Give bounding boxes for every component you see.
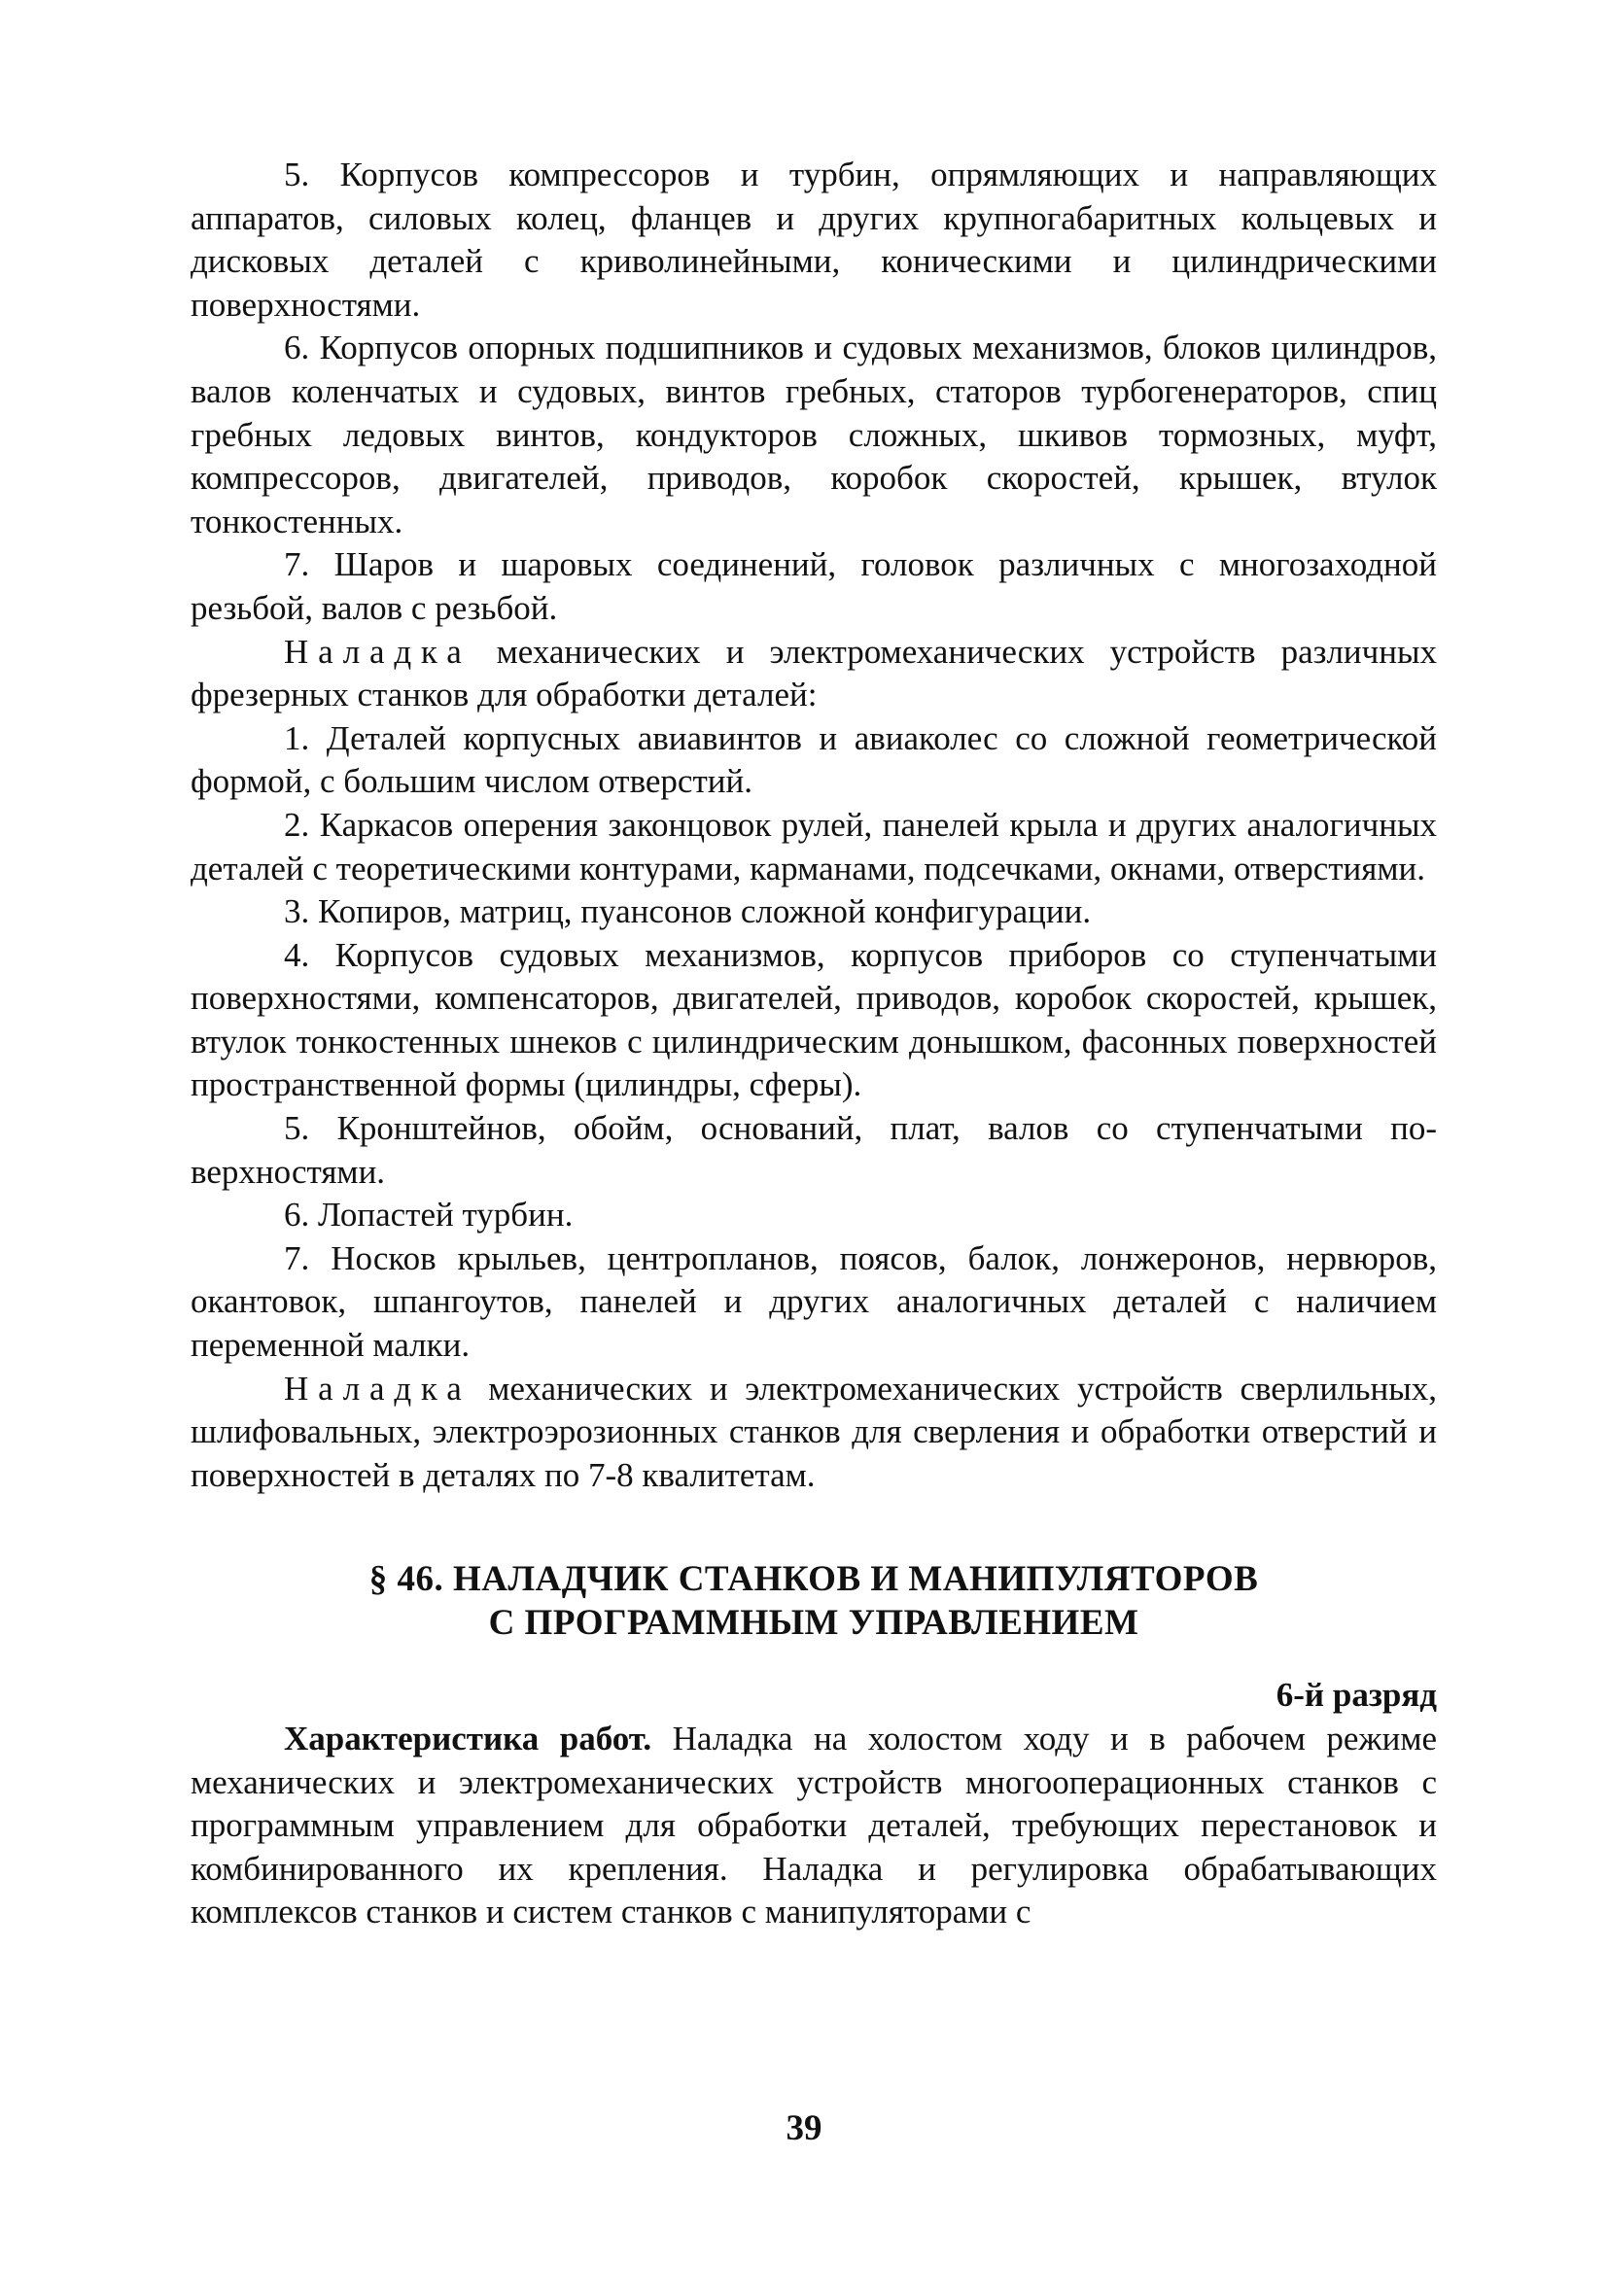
milling-intro-text: механических и электромеханических устройств различных фрезерных станков для обработки деталей: <box>191 632 1437 714</box>
grade-label: 6-й разряд <box>1276 1676 1437 1715</box>
milling-item-6: 6. Лопастей турбин. <box>284 1196 574 1235</box>
characteristics-text: Наладка на холостом ходу и в рабочем режиме механических и электромеханических устройств многооперационных станков с программным управлением для обработки деталей, требующих перестановок и комбинированного их крепления. Наладка и регулировка обрабатывающих комплексов станков и систем станков с манипуляторами с <box>191 1720 1438 1931</box>
paragraph-drilling <box>191 1368 1437 1498</box>
section-title <box>191 1557 1437 1645</box>
drilling-text: механических и электромеханических устройств сверлильных, шлифовальных, электроэрозионных станков для сверления и обработки отверстий и поверхностей в деталях по 7-8 квалитетам. <box>191 1369 1437 1494</box>
paragraph-item-5-compressors: 5. Корпусов компрессоров и турбин, опрямляющих и направляющих аппаратов, силовых колец, фланцев и других крупногабаритных кольцевых и дисковых деталей с криволинейными, коническими и цилиндрическими поверхностями. <box>191 156 1437 324</box>
page-number: 39 <box>786 2108 822 2148</box>
paragraph-milling-intro <box>191 631 1437 717</box>
milling-item-2: 2. Каркасов оперения законцовок рулей, панелей крыла и других аналогичных деталей с теоретическими контурами, карманами, подсечками, окнами, отверстиями. <box>191 805 1437 887</box>
characteristics-label: Характеристика работ. <box>284 1720 652 1757</box>
document-page <box>191 154 1437 1934</box>
milling-item-4: 4. Корпусов судовых механизмов, корпусов приборов со ступенчатыми поверхностями, компенсаторов, двигателей, приводов, коробок скоростей, крышек, втулок тонкостенных шнеков с цилиндрическим донышком, фасонных поверхностей пространственной формы (цилиндры, сферы). <box>191 935 1437 1104</box>
milling-item-5: 5. Кронштейнов, обойм, оснований, плат, валов со ступенчатыми поверхностями. <box>191 1109 1437 1191</box>
paragraph-work-characteristics <box>191 1718 1437 1934</box>
milling-item-1: 1. Деталей корпусных авиавинтов и авиаколес со сложной геометрической формой, с большим числом отверстий. <box>191 718 1437 801</box>
paragraph-item-6-bearings: 6. Корпусов опорных подшипников и судовых механизмов, блоков цилиндров, валов коленчатых и судовых, винтов гребных, статоров турбогенераторов, спиц гребных ледовых винтов, кондукторов сложных, шкивов тормозных, муфт, компрессоров, двигателей, приводов, коробок скоростей, крышек, втулок тонкостенных. <box>191 329 1437 540</box>
spaced-term-naladka: Наладка <box>284 632 472 671</box>
milling-item-3: 3. Копиров, матриц, пуансонов сложной конфигурации. <box>284 892 1092 931</box>
paragraph-item-7-balls: 7. Шаров и шаровых соединений, головок различных с многозаходной резьбой, валов с резьбой. <box>191 545 1437 627</box>
milling-item-7: 7. Носков крыльев, центропланов, поясов, балок, лонжеронов, нервюров, окантовок, шпангоутов, панелей и других аналогичных деталей с наличием переменной малки. <box>191 1238 1437 1365</box>
spaced-term-naladka: Наладка <box>284 1369 472 1408</box>
section-title-line-2: С ПРОГРАММНЫМ УПРАВЛЕНИЕМ <box>488 1603 1139 1644</box>
section-title-line-1: § 46. НАЛАДЧИК СТАНКОВ И МАНИПУЛЯТОРОВ <box>368 1559 1259 1600</box>
